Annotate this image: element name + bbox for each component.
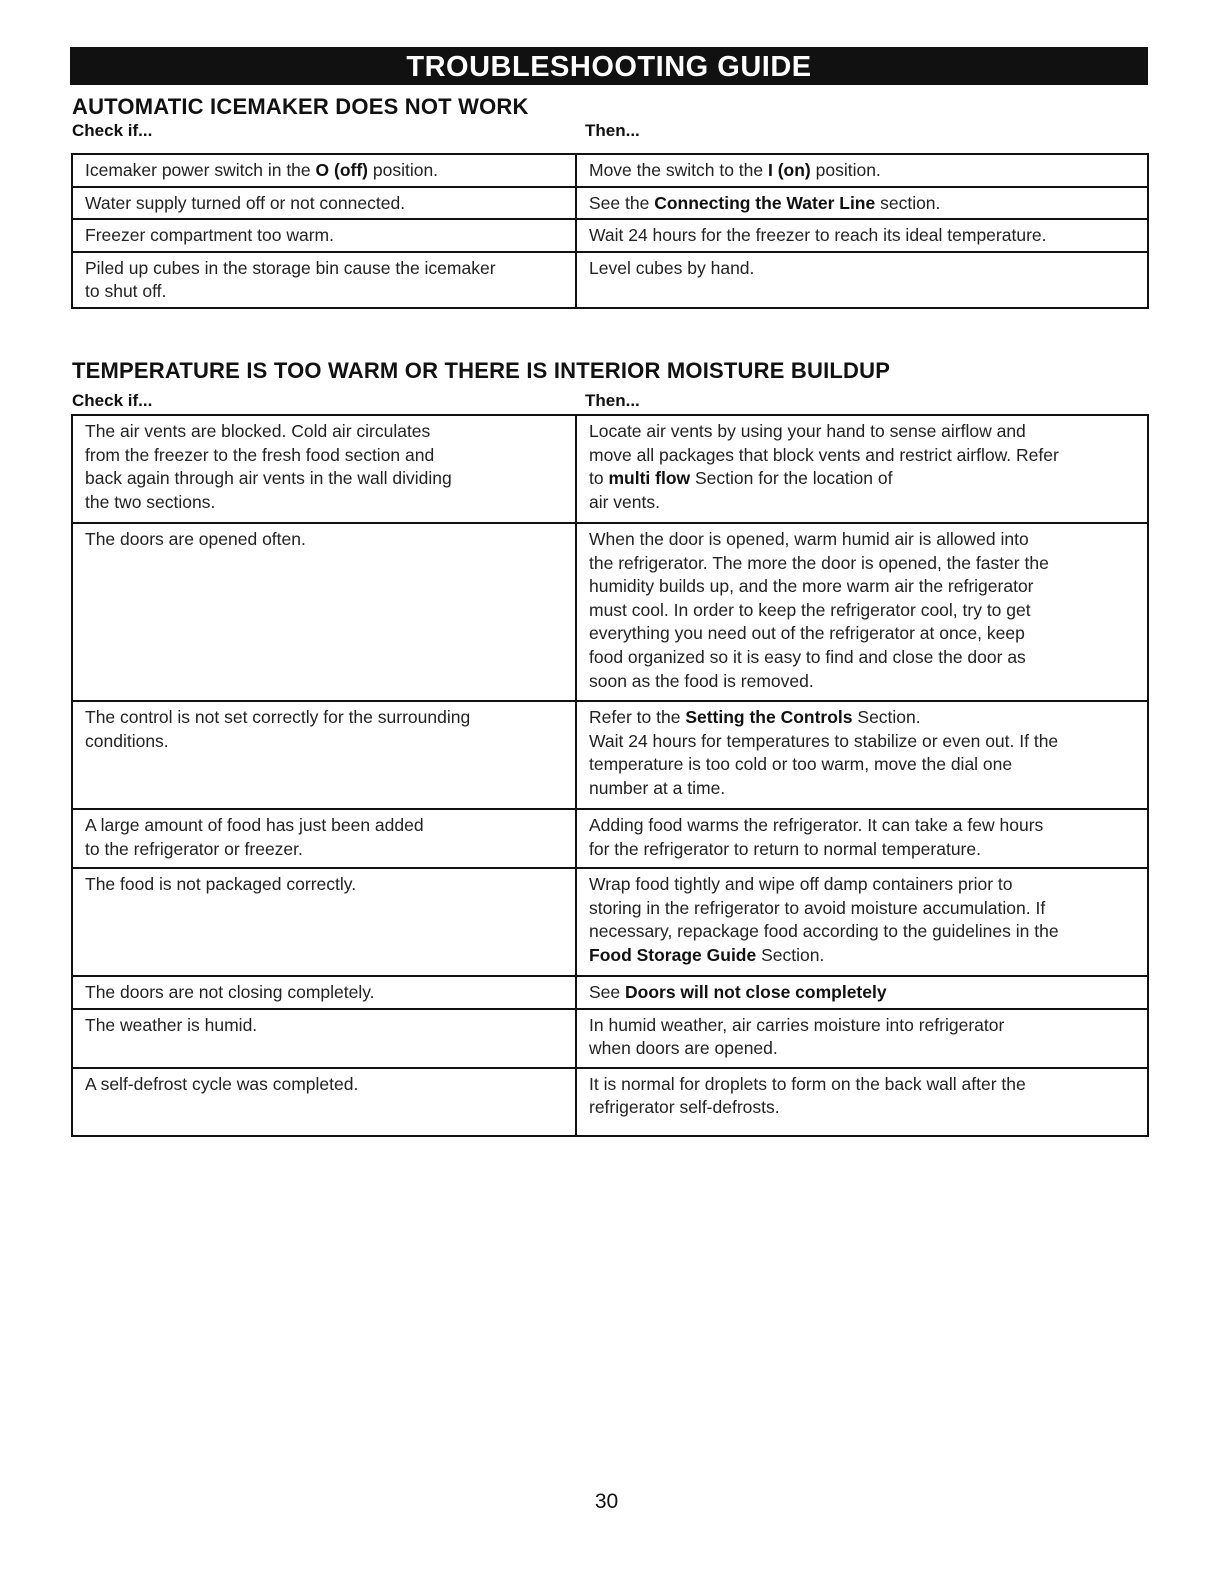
check-cell: Water supply turned off or not connected. xyxy=(72,187,576,220)
then-cell: Adding food warms the refrigerator. It can take a few hours for the refrigerator to return to normal temperature. xyxy=(576,809,1148,868)
then-cell: Locate air vents by using your hand to sense airflow and move all packages that block vents and restrict airflow. Refer to multi flow Section for the location of air vents. xyxy=(576,415,1148,523)
section-title: TEMPERATURE IS TOO WARM OR THERE IS INTERIOR MOISTURE BUILDUP xyxy=(72,358,891,383)
check-cell: Freezer compartment too warm. xyxy=(72,219,576,252)
then-cell: In humid weather, air carries moisture into refrigerator when doors are opened. xyxy=(576,1009,1148,1068)
column-headers xyxy=(72,390,1148,412)
section-title: AUTOMATIC ICEMAKER DOES NOT WORK xyxy=(72,94,529,119)
then-cell: See the Connecting the Water Line section. xyxy=(576,187,1148,220)
then-cell: Level cubes by hand. xyxy=(576,252,1148,308)
then-cell: It is normal for droplets to form on the back wall after the refrigerator self-defrosts. xyxy=(576,1068,1148,1136)
table-row xyxy=(72,252,1148,308)
then-cell: Wrap food tightly and wipe off damp containers prior to storing in the refrigerator to avoid moisture accumulation. If necessary, repackage food according to the guidelines in the Food Storage Guide Section. xyxy=(576,868,1148,976)
table-row xyxy=(72,809,1148,868)
check-cell: Icemaker power switch in the O (off) position. xyxy=(72,154,576,187)
table-row xyxy=(72,701,1148,809)
check-cell: A self-defrost cycle was completed. xyxy=(72,1068,576,1136)
table-row xyxy=(72,976,1148,1009)
temperature-moisture-section xyxy=(72,358,1148,1137)
column-headers xyxy=(72,120,1148,142)
check-cell: The weather is humid. xyxy=(72,1009,576,1068)
table-row xyxy=(72,1068,1148,1136)
then-cell: Wait 24 hours for the freezer to reach its ideal temperature. xyxy=(576,219,1148,252)
check-if-heading: Check if... xyxy=(72,121,153,140)
check-cell: The doors are not closing completely. xyxy=(72,976,576,1009)
temperature-troubleshooting-table xyxy=(71,414,1149,1137)
table-row xyxy=(72,523,1148,701)
check-cell: The air vents are blocked. Cold air circulates from the freezer to the fresh food section and back again through air vents in the wall dividing the two sections. xyxy=(72,415,576,523)
table-row xyxy=(72,868,1148,976)
check-cell: Piled up cubes in the storage bin cause the icemaker to shut off. xyxy=(72,252,576,308)
table-row xyxy=(72,1009,1148,1068)
table-row xyxy=(72,154,1148,187)
guide-title-banner: TROUBLESHOOTING GUIDE xyxy=(70,47,1148,85)
icemaker-section xyxy=(72,94,1148,309)
then-heading: Then... xyxy=(585,121,640,140)
then-cell: See Doors will not close completely xyxy=(576,976,1148,1009)
check-cell: The food is not packaged correctly. xyxy=(72,868,576,976)
table-row xyxy=(72,415,1148,523)
check-cell: The control is not set correctly for the surrounding conditions. xyxy=(72,701,576,809)
table-row xyxy=(72,219,1148,252)
check-cell: A large amount of food has just been added to the refrigerator or freezer. xyxy=(72,809,576,868)
check-if-heading: Check if... xyxy=(72,391,153,410)
then-cell: Move the switch to the I (on) position. xyxy=(576,154,1148,187)
table-row xyxy=(72,187,1148,220)
then-heading: Then... xyxy=(585,391,640,410)
then-cell: Refer to the Setting the Controls Section. Wait 24 hours for temperatures to stabilize or even out. If the temperature is too cold or too warm, move the dial one number at a time. xyxy=(576,701,1148,809)
then-cell: When the door is opened, warm humid air is allowed into the refrigerator. The more the door is opened, the faster the humidity builds up, and the more warm air the refrigerator must cool. In order to keep the refrigerator cool, try to get everything you need out of the refrigerator at once, keep food organized so it is easy to find and close the door as soon as the food is removed. xyxy=(576,523,1148,701)
page-number: 30 xyxy=(594,1490,619,1513)
icemaker-troubleshooting-table xyxy=(71,153,1149,309)
check-cell: The doors are opened often. xyxy=(72,523,576,701)
